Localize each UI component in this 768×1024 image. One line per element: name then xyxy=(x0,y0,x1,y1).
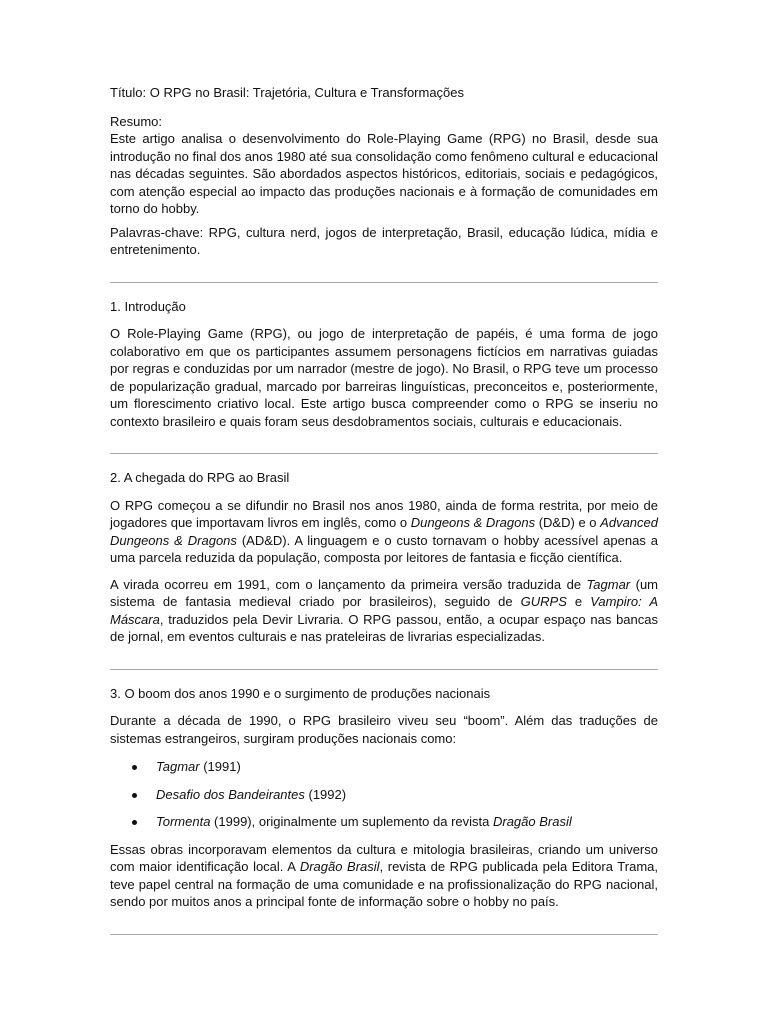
bullet-icon xyxy=(132,820,137,825)
section-1-heading: 1. Introdução xyxy=(110,298,186,314)
text-run: O RPG começou a se difundir no Brasil nos anos 1980, ainda de forma restrita, por meio de jogadores que importavam livros em inglês, como o xyxy=(110,497,658,530)
title-vampiro: Vampiro: A Máscara xyxy=(110,594,658,627)
text-run: (AD&D). A linguagem e o custo tornavam o hobby acessível apenas a uma parcela reduzida da população, composta por leitores de fantasia e ficção científica. xyxy=(110,532,658,565)
list-item-title: Desafio dos Bandeirantes xyxy=(156,786,305,802)
text-run: Essas obras incorporavam elementos da cultura e mitologia brasileiras, criando um universo com maior identificação local. A xyxy=(110,841,658,874)
document-title: Título: O RPG no Brasil: Trajetória, Cultura e Transformações xyxy=(110,85,465,100)
text-run: A virada ocorreu em 1991, com o lançamento da primeira versão traduzida de xyxy=(110,576,587,592)
section-divider xyxy=(110,282,658,283)
title-tagmar: Tagmar xyxy=(586,576,631,592)
text-run: , revista de RPG publicada pela Editora Trama, teve papel central na formação de uma comunidade e na profissionalização do RPG nacional, sendo por muitos anos a principal fonte de informação sobre o hobby no país. xyxy=(110,859,658,909)
text-run: e xyxy=(566,594,591,609)
section-divider xyxy=(110,669,658,670)
section-3-intro: Durante a década de 1990, o RPG brasileiro viveu seu “boom”. Além das traduções de sistemas estrangeiros, surgiram produções nacionais como: xyxy=(110,713,658,746)
section-divider xyxy=(110,934,658,935)
list-item-text: (1991) xyxy=(199,759,241,774)
abstract-label: Resumo: xyxy=(110,113,163,129)
title-add: Advanced Dungeons & Dragons xyxy=(110,515,658,548)
title-gurps: GURPS xyxy=(520,594,567,609)
list-item xyxy=(110,758,658,776)
keywords: Palavras-chave: RPG, cultura nerd, jogos de interpretação, Brasil, educação lúdica, mídia e entretenimento. xyxy=(110,224,658,257)
list-item xyxy=(110,813,658,831)
list-item-text: (1999), originalmente um suplemento da revista xyxy=(210,814,493,829)
list-item xyxy=(110,786,658,804)
section-2-heading: 2. A chegada do RPG ao Brasil xyxy=(110,470,290,485)
section-divider xyxy=(110,453,658,454)
abstract-text: Este artigo analisa o desenvolvimento do Role-Playing Game (RPG) no Brasil, desde sua introdução no final dos anos 1980 até sua consolidação como fenômeno cultural e educacional nas décadas seguintes. São abordados aspectos históricos, editoriais, sociais e pedagógicos, com atenção especial ao impacto das produções nacionais e à formação de comunidades em torno do hobby. xyxy=(110,131,658,216)
list-item-title: Tormenta xyxy=(156,814,211,829)
section-3-heading: 3. O boom dos anos 1990 e o surgimento de produções nacionais xyxy=(110,685,491,701)
section-3-closing xyxy=(110,841,658,911)
title-dragao-brasil: Dragão Brasil xyxy=(299,859,380,874)
section-2-paragraph-2 xyxy=(110,576,658,646)
text-run: , traduzidos pela Devir Livraria. O RPG passou, então, a ocupar espaço nas bancas de jornal, em eventos culturais e nas prateleiras de livrarias especializadas. xyxy=(110,611,658,644)
list-item-text: (1992) xyxy=(304,786,347,802)
section-1-paragraph: O Role-Playing Game (RPG), ou jogo de interpretação de papéis, é uma forma de jogo colaborativo em que os participantes assumem personagens fictícios em narrativas guiadas por regras e conduzidas por um narrador (mestre de jogo). No Brasil, o RPG teve um processo de popularização gradual, marcado por barreiras linguísticas, preconceitos e, posteriormente, um florescimento criativo local. Este artigo busca compreender como o RPG se inseriu no contexto brasileiro e quais foram seus desdobramentos sociais, culturais e educacionais. xyxy=(110,326,658,429)
bullet-icon xyxy=(132,765,137,770)
production-list xyxy=(110,758,658,831)
title-dnd: Dungeons & Dragons xyxy=(410,515,536,530)
text-run: (um sistema de fantasia medieval criado por brasileiros), seguido de xyxy=(110,576,658,609)
section-2-paragraph-1 xyxy=(110,497,658,567)
list-item-title: Dragão Brasil xyxy=(492,814,572,829)
text-run: (D&D) e o xyxy=(535,515,601,530)
bullet-icon xyxy=(132,793,137,798)
list-item-title: Tagmar xyxy=(156,759,200,774)
